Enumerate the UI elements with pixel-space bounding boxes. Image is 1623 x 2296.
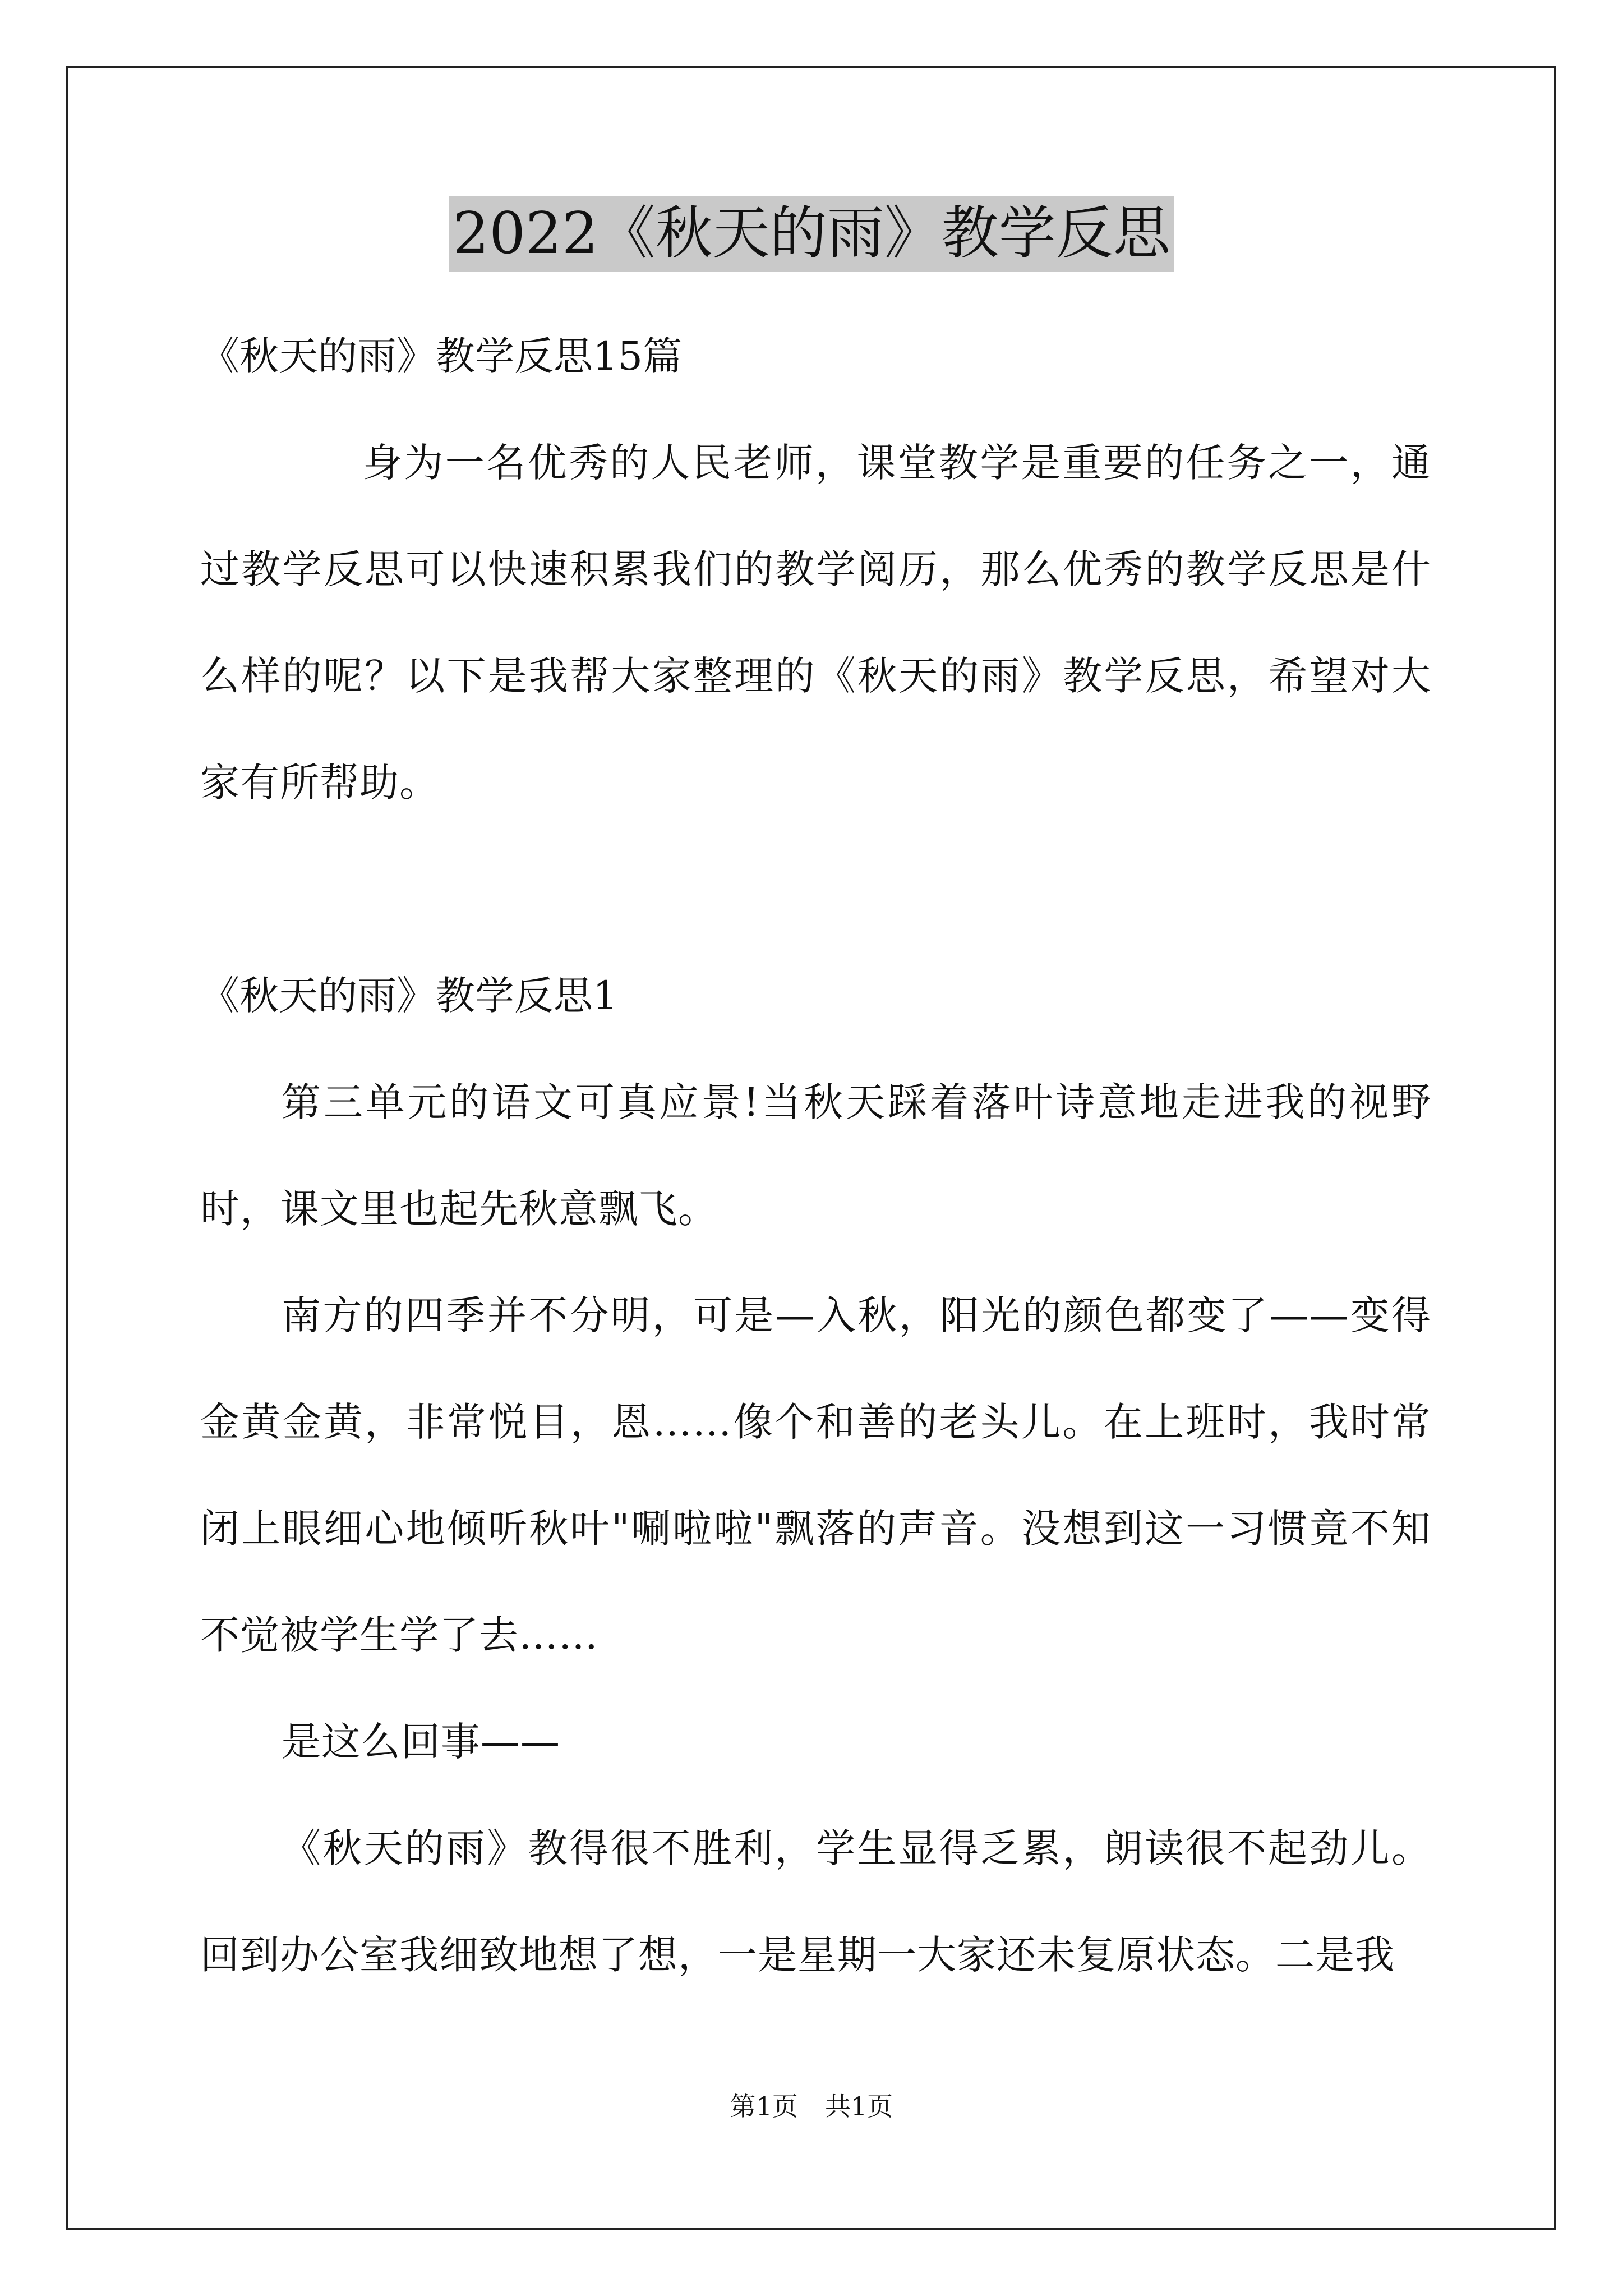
page-number: 第1页 [730,2091,798,2122]
body-paragraph: 南方的四季并不分明，可是—入秋，阳光的颜色都变了——变得金黄金黄，非常悦目，恩……像个和善的老头儿。在上班时，我时常闭上眼细心地倾听秋叶"唰啦啦"飘落的声音。没想到这一习惯竟不知不觉被学生学了去…… [200,1292,1431,1658]
document-body [200,303,1431,2008]
body-paragraph: 是这么回事—— [282,1719,560,1765]
collection-heading: 《秋天的雨》教学反思15篇 [200,333,683,379]
page-total: 共1页 [825,2091,893,2122]
body-paragraph: 第三单元的语文可真应景!当秋天踩着落叶诗意地走进我的视野时，课文里也起先秋意飘飞。 [200,1079,1431,1232]
page-footer [0,2091,1623,2122]
document-title-text: 2022《秋天的雨》教学反思 [449,196,1174,272]
intro-paragraph: 身为一名优秀的人民老师，课堂教学是重要的任务之一，通过教学反思可以快速积累我们的教学阅历，那么优秀的教学反思是什么样的呢？以下是我帮大家整理的《秋天的雨》教学反思，希望对大家有所帮助。 [200,440,1431,806]
body-paragraph: 《秋天的雨》教得很不胜利，学生显得乏累，朗读很不起劲儿。回到办公室我细致地想了想，一是星期一大家还未复原状态。二是我 [200,1825,1431,1978]
document-title [0,196,1623,272]
section-spacer [200,836,1431,942]
section-heading: 《秋天的雨》教学反思1 [200,973,618,1019]
